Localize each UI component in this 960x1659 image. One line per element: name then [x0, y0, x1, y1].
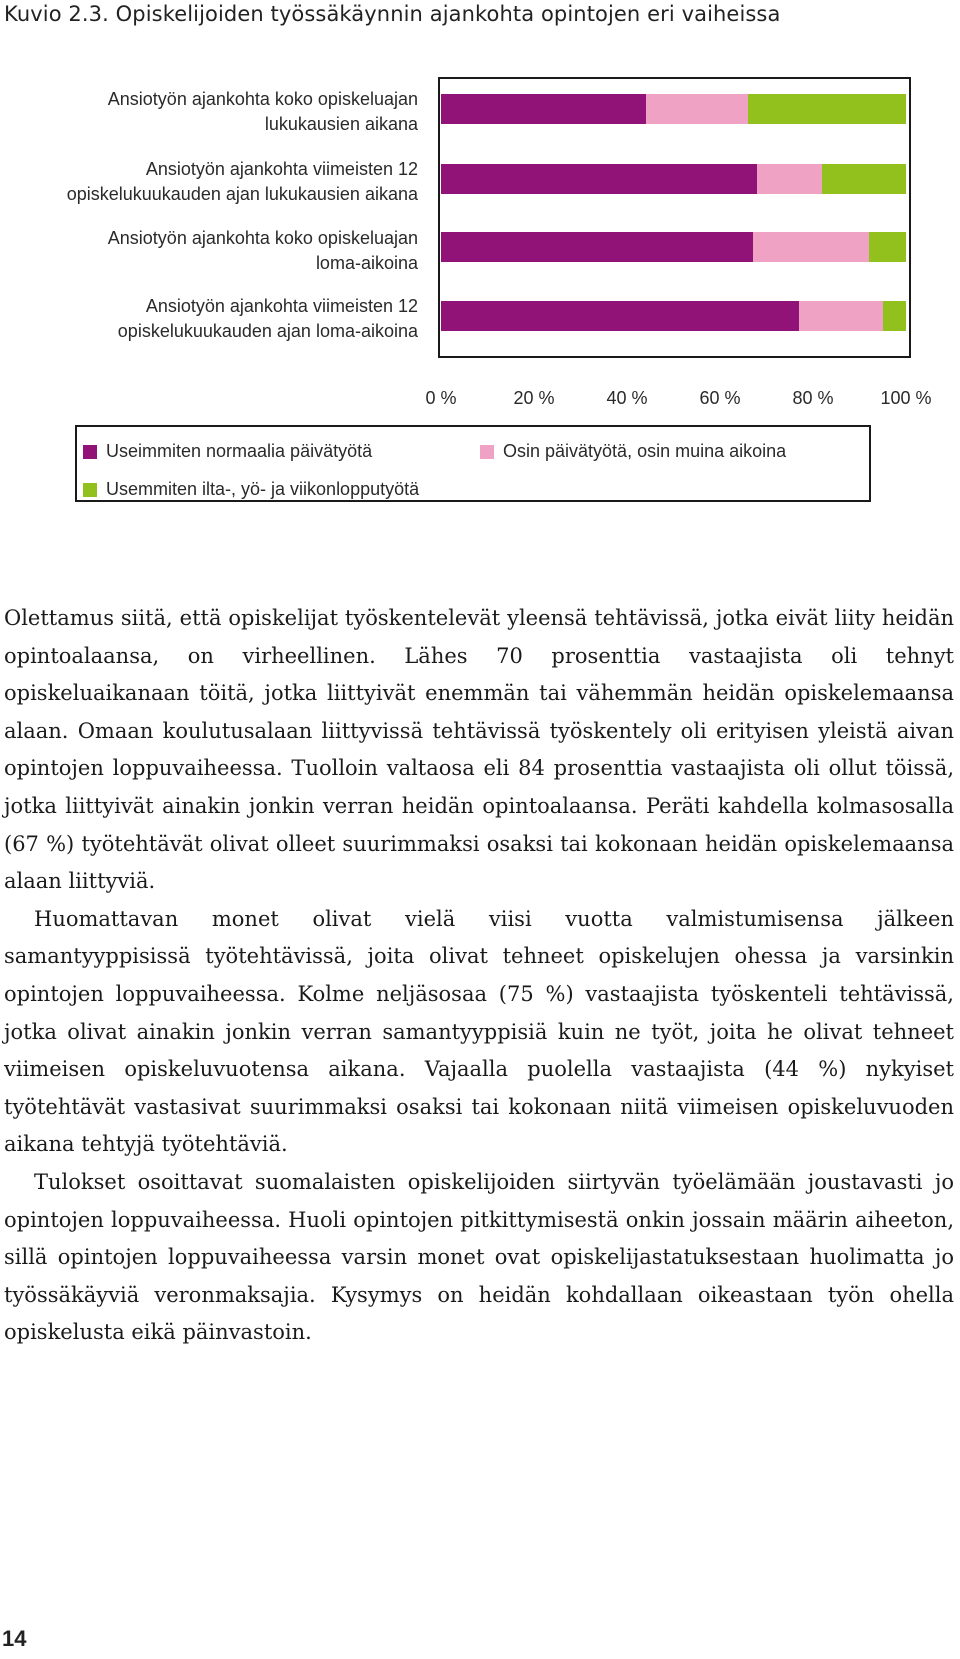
x-tick-label: 100 % [880, 388, 932, 408]
category-label-line: Ansiotyön ajankohta viimeisten 12 [145, 159, 418, 179]
legend-item-2 [83, 479, 419, 500]
bar-segment [441, 94, 646, 124]
legend-swatch-0 [83, 445, 97, 459]
legend-item-1 [480, 441, 786, 462]
category-label [0, 157, 418, 207]
bar-segment [646, 94, 748, 124]
legend-label-1: Osin päivätyötä, osin muina aikoina [503, 441, 787, 461]
bar-segment [748, 94, 906, 124]
x-tick-label: 20 % [513, 388, 555, 408]
category-label-line: loma-aikoina [315, 253, 418, 273]
x-tick-label: 40 % [606, 388, 648, 408]
x-tick-label: 0 % [425, 388, 457, 408]
bar-segment [869, 232, 906, 262]
category-label [0, 226, 418, 276]
body-paragraph: Huomattavan monet olivat vielä viisi vuotta valmistumisensa jälkeen samantyyppisissä työtehtävissä, joita olivat tehneet opiskelujen ohessa ja varsinkin opintojen loppuvaiheessa. Kolme neljäsosaa (75 %) vastaajista työskenteli tehtävissä, jotka olivat ainakin jonkin verran samantyyppisiä kuin ne työt, joita he olivat tehneet viimeisen opiskeluvuotensa aikana. Vajaalla puolella vastaajista (44 %) nykyiset työtehtävät vastasivat suurimmaksi osaksi tai kokonaan niitä viimeisen opiskeluvuoden aikana tehtyjä työtehtäviä. [4, 906, 954, 1157]
bar-segment [757, 164, 822, 194]
body-paragraph: Tulokset osoittavat suomalaisten opiskelijoiden siirtyvän työelämään joustavasti jo opintojen loppuvaiheessa. Huoli opintojen pitkittymisestä onkin jossain määrin aiheeton, sillä opintojen loppuvaiheessa varsin monet ovat opiskelijastatuksestaan huolimatta jo työssäkäyviä veronmaksajia. Kysymys on heidän kohdallaan oikeastaan työn ohella opiskelusta eikä päinvastoin. [4, 1169, 954, 1345]
category-label [0, 87, 418, 137]
legend-item-0 [83, 441, 372, 462]
category-label-line: lukukausien aikana [264, 114, 418, 134]
legend-swatch-2 [83, 483, 97, 497]
x-tick-label: 60 % [699, 388, 741, 408]
bar-segment [441, 164, 757, 194]
bar-segment [822, 164, 906, 194]
bar-segment [753, 232, 869, 262]
x-tick-label: 80 % [792, 388, 834, 408]
category-label-line: Ansiotyön ajankohta koko opiskeluajan [107, 228, 418, 248]
bar-segment [799, 301, 883, 331]
category-label [0, 294, 418, 344]
body-text [4, 600, 954, 1352]
category-label-line: Ansiotyön ajankohta viimeisten 12 [145, 296, 418, 316]
figure-title: Kuvio 2.3. Opiskelijoiden työssäkäynnin ajankohta opintojen eri vaiheissa [4, 2, 781, 26]
bar-segment [441, 232, 753, 262]
legend-swatch-1 [480, 445, 494, 459]
page-number: 14 [2, 1626, 27, 1651]
legend-label-0: Useimmiten normaalia päivätyötä [106, 441, 373, 461]
category-label-line: opiskelukuukauden ajan loma-aikoina [117, 321, 418, 341]
category-label-line: Ansiotyön ajankohta koko opiskeluajan [107, 89, 418, 109]
legend-label-2: Usemmiten ilta-, yö- ja viikonlopputyötä [106, 479, 420, 499]
bar-segment [883, 301, 906, 331]
category-label-line: opiskelukuukauden ajan lukukausien aikana [66, 184, 418, 204]
bar-segment [441, 301, 799, 331]
body-paragraph: Olettamus siitä, että opiskelijat työskentelevät yleensä tehtävissä, jotka eivät liity heidän opintoalaansa, on virheellinen. Lähes 70 prosenttia vastaajista oli tehnyt opiskeluaikanaan töitä, jotka liittyivät enemmän tai vähemmän heidän opiskelemaansa alaan. Omaan koulutusalaan liittyvissä tehtävissä työskentely oli erityisen yleistä aivan opintojen loppuvaiheessa. Tuolloin valtaosa eli 84 prosenttia vastaajista oli ollut töissä, jotka liittyivät ainakin jonkin verran heidän opintoalaansa. Peräti kahdella kolmasosalla (67 %) työtehtävät olivat olleet suurimmaksi osaksi tai kokonaan heidän opiskelemaansa alaan liittyviä. [4, 606, 954, 894]
legend [75, 425, 871, 502]
